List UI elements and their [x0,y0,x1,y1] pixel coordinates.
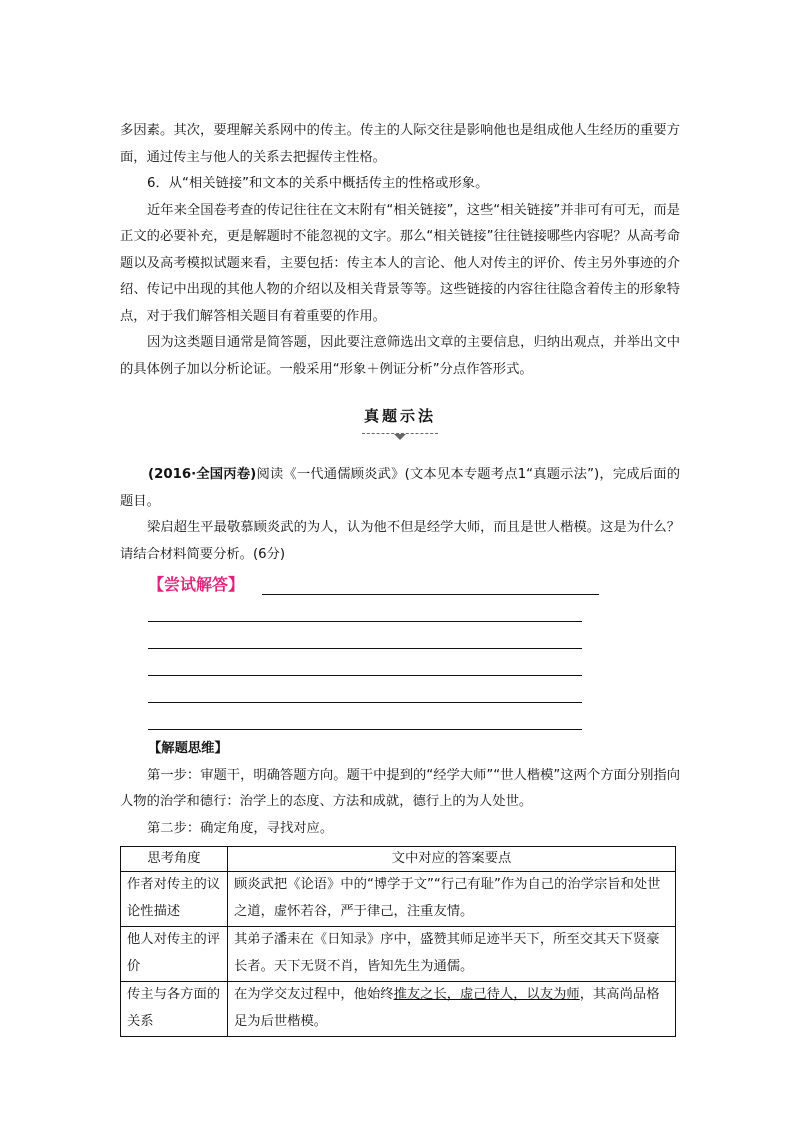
table-cell-angle: 他人对传主的评价 [121,927,228,982]
table-header-angle: 思考角度 [121,847,228,872]
thinking-label: 【解题思维】 [148,741,228,756]
step-2: 第二步：确定角度，寻找对应。 [147,820,334,836]
step-1: 第一步：审题干，明确答题方向。题干中提到的“经学大师”“世人楷模”这两个方面分别指向人物的治学和德行：治学上的态度、方法和成就，德行上的为人处世。 [120,767,680,809]
answer-line[interactable] [148,621,582,622]
intro-paragraph-3: 因为这类题目通常是简答题，因此要注意筛选出文章的主要信息，归纳出观点，并举出文中的具体例子加以分析论证。一般采用“形象＋例证分析”分点作答形式。 [120,335,680,377]
question-prompt-text: 阅读《一代通儒顾炎武》(文本见本专题考点1“真题示法”)，完成后面的题目。 [120,467,680,509]
table-cell-point: 其弟子潘耒在《日知录》序中，盛赞其师足迹半天下，所至交其天下贤豪长者。天下无贤不肖，皆知先生为通儒。 [228,927,676,982]
table-row [121,982,676,1037]
intro-paragraph-1: 多因素。其次，要理解关系网中的传主。传主的人际交往是影响他也是组成他人生经历的重要方面，通过传主与他人的关系去把握传主性格。 [120,123,680,165]
answer-row-4 [148,649,680,676]
thinking-label-row [120,736,680,763]
question-source: (2016·全国丙卷) [148,467,257,482]
section-heading: 真题示法 [363,407,436,425]
answer-line[interactable] [148,729,582,730]
table-cell-angle: 传主与各方面的关系 [121,982,228,1037]
answer-line[interactable] [148,675,582,676]
point-text-post: ，其高尚品格足为后世楷模。 [234,987,660,1029]
intro-item-6 [120,171,680,198]
answer-table [120,846,676,1037]
heading-arrow-icon [394,434,406,440]
point-text-pre: 在为学交友过程中，他始终 [234,987,394,1002]
answer-line[interactable] [148,648,582,649]
table-header-row [121,847,676,872]
point-text-underlined: 推友之长，虚己待人，以友为师 [393,987,580,1002]
answer-line[interactable] [148,702,582,703]
table-row [121,872,676,927]
answer-row-3 [148,622,680,649]
document-page [120,118,680,1037]
question-prompt [120,462,680,515]
table-cell-point: 顾炎武把《论语》中的“博学于文”“行己有耻”作为自己的治学宗旨和处世之道，虚怀若谷，严于律己，注重友情。 [228,872,676,927]
table-cell-angle: 作者对传主的议论性描述 [121,872,228,927]
answer-area[interactable] [148,568,680,730]
answer-line[interactable] [262,594,599,595]
answer-row-5 [148,676,680,703]
table-cell-point [228,982,676,1037]
section-heading-wrap [120,405,680,428]
item-6-text: 6．从“相关链接”和文本的关系中概括传主的性格或形象。 [147,176,489,191]
intro-paragraph-2: 近年来全国卷考查的传记往往在文末附有“相关链接”，这些“相关链接”并非可有可无，而是正文的必要补充，更是解题时不能忽视的文字。那么“相关链接”往往链接哪些内容呢？从高考命题以及高考模拟试题来看，主要包括：传主本人的言论、他人对传主的评价、传主另外事迹的介绍、传记中出现的其他人物的介绍以及相关背景等等。这些链接的内容往往隐含着传主的形象特点，对于我们解答相关题目有着重要的作用。 [120,202,680,324]
answer-row-6 [148,703,680,730]
attempt-label: 【尝试解答】 [148,575,245,594]
table-header-points: 文中对应的答案要点 [228,847,676,872]
question-body: 梁启超生平最敬慕顾炎武的为人，认为他不但是经学大师，而且是世人楷模。这是为什么？请结合材料简要分析。(6分) [120,520,680,562]
table-row [121,927,676,982]
answer-row-1 [148,568,680,595]
answer-row-2 [148,595,680,622]
